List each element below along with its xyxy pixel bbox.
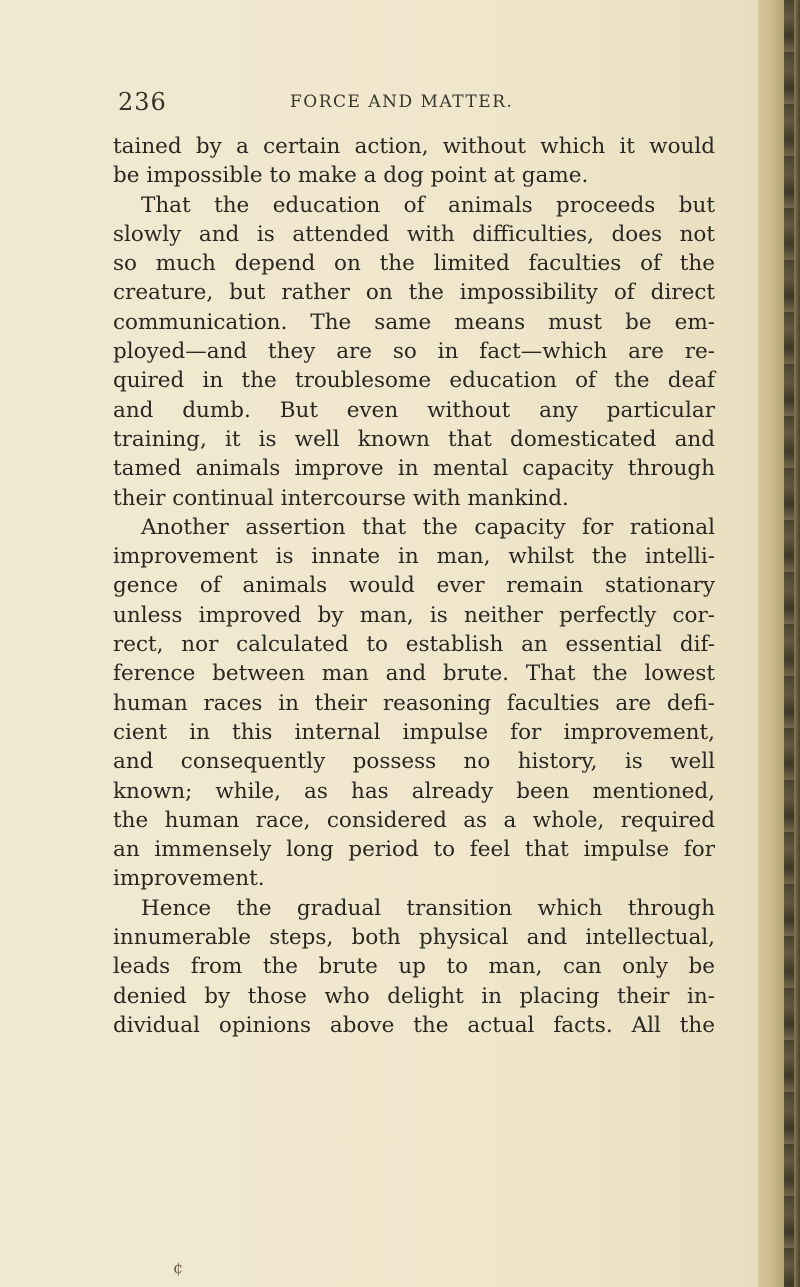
binding-edge	[784, 0, 794, 1287]
body-text	[113, 132, 715, 1040]
text-line: Hence the gradual transition which through	[141, 895, 715, 921]
text-line: rect, nor calculated to establish an essential dif-	[113, 632, 715, 658]
text-line: an immensely long period to feel that impulse for	[113, 837, 715, 863]
text-line: and dumb. But even without any particular	[113, 397, 715, 423]
text-line: unless improved by man, is neither perfectly cor-	[113, 602, 715, 628]
text-line: tained by a certain action, without which it would	[113, 134, 715, 159]
text-line: dividual opinions above the actual facts. All the	[113, 1012, 715, 1038]
running-title: FORCE AND MATTER.	[290, 92, 514, 112]
text-line: That the education of animals proceeds but	[141, 192, 715, 218]
text-line: and consequently possess no history, is well	[113, 749, 715, 775]
text-line: training, it is well known that domesticated and	[113, 426, 715, 452]
text-line: slowly and is attended with difficulties, does not	[113, 221, 715, 247]
text-line: creature, but rather on the impossibility of direct	[113, 280, 715, 306]
stray-mark: ¢	[173, 1258, 184, 1277]
text-line: human races in their reasoning faculties are defi-	[113, 690, 715, 716]
text-line: known; while, as has already been mentioned,	[113, 778, 715, 804]
text-line: be impossible to make a dog point at game.	[113, 163, 589, 189]
text-line: cient in this internal impulse for improvement,	[113, 719, 715, 745]
text-line: denied by those who delight in placing their in-	[113, 983, 715, 1009]
text-line: improvement is innate in man, whilst the intelli-	[113, 544, 715, 570]
text-line: gence of animals would ever remain stationary	[113, 573, 715, 599]
text-line: ference between man and brute. That the lowest	[113, 661, 715, 687]
text-line: improvement.	[113, 866, 265, 892]
text-line: tamed animals improve in mental capacity through	[113, 456, 715, 482]
text-line: leads from the brute up to man, can only be	[113, 954, 715, 980]
text-line: communication. The same means must be em-	[113, 309, 715, 335]
text-line: ployed—and they are so in fact—which are re-	[113, 339, 715, 365]
page-number: 236	[118, 88, 167, 116]
text-line: innumerable steps, both physical and intellectual,	[113, 925, 715, 951]
text-line: so much depend on the limited faculties of the	[113, 251, 715, 277]
text-line: the human race, considered as a whole, required	[113, 807, 715, 833]
text-line: quired in the troublesome education of the deaf	[113, 368, 715, 394]
text-line: their continual intercourse with mankind.	[113, 485, 569, 511]
text-line: Another assertion that the capacity for rational	[141, 514, 715, 540]
